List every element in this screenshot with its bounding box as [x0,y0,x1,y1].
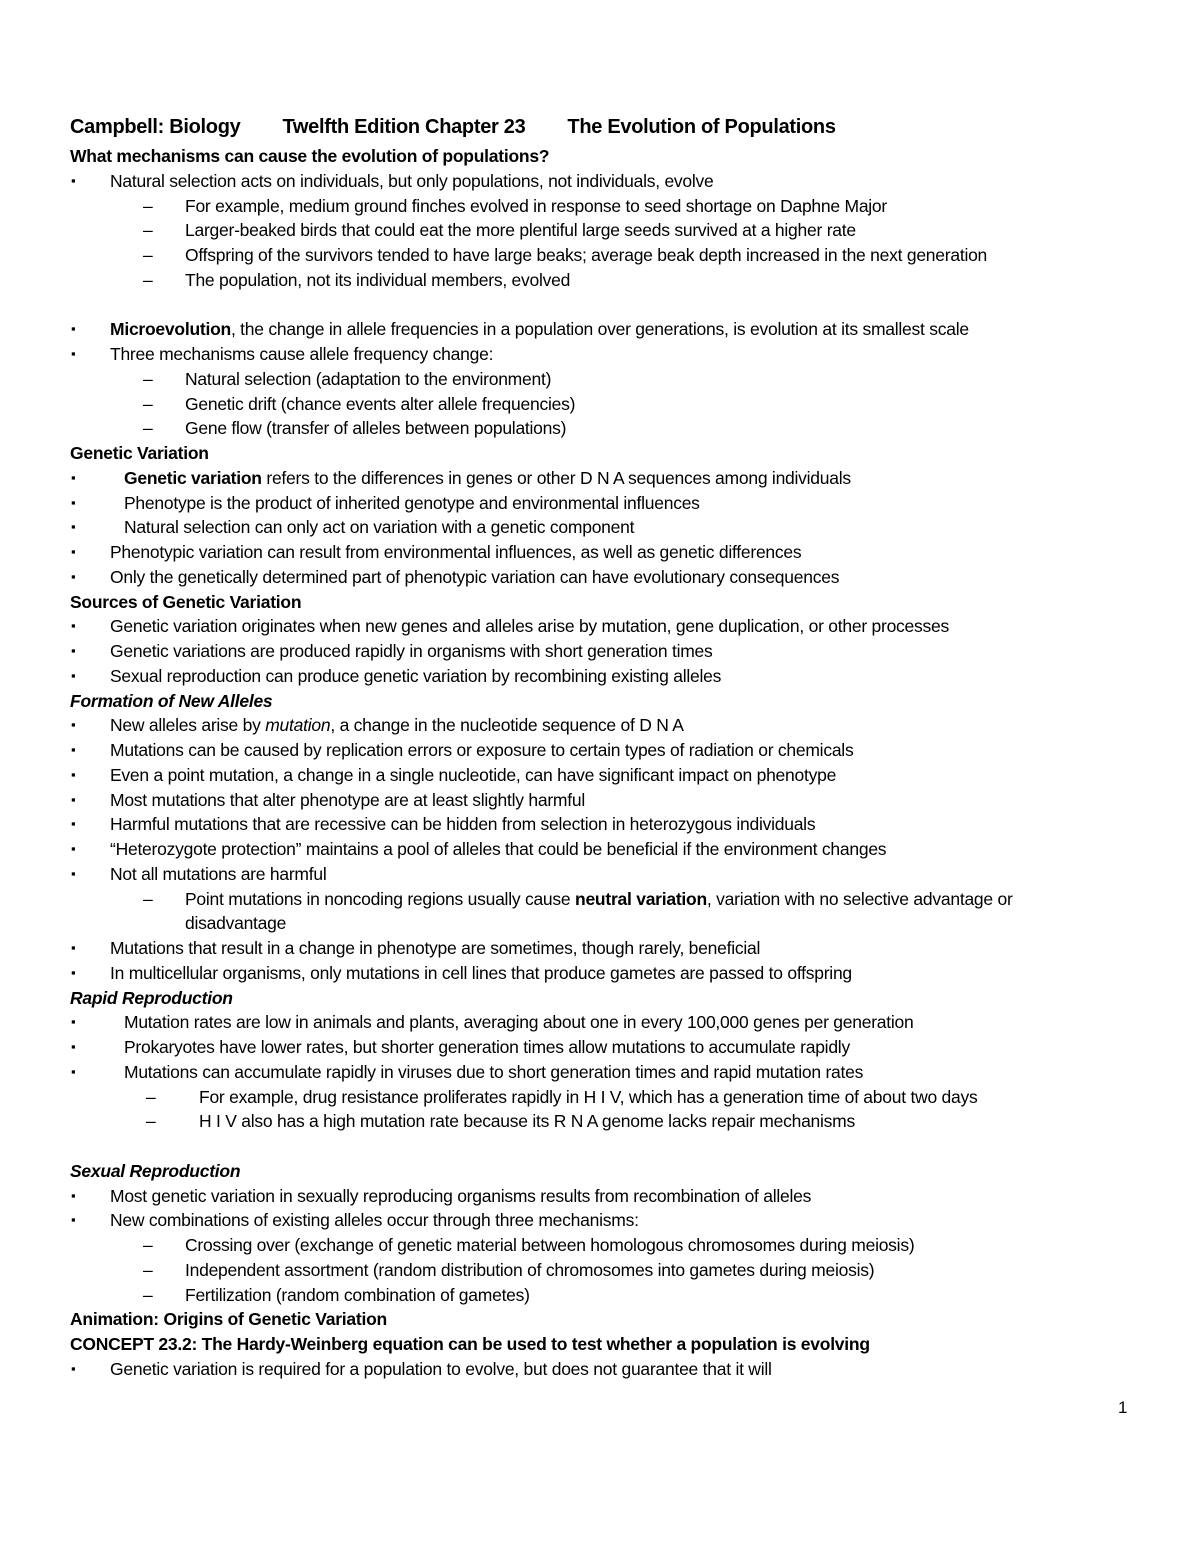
document-line [0,342,1200,367]
document-line [0,367,1200,392]
document-line [0,416,1200,441]
document-line [0,614,1200,639]
bold-term: Genetic variation [124,467,262,488]
dash-bullet-icon: – [143,245,153,265]
bullet-text: Point mutations in noncoding regions usually cause neutral variation, variation with no selective advantage or [185,888,1013,909]
bold-term: neutral variation [575,888,707,909]
bullet-text: For example, drug resistance proliferates rapidly in H I V, which has a generation time of about two days [199,1086,978,1107]
document-line [0,515,1200,540]
dash-bullet-icon: – [143,1284,153,1305]
document-line [0,639,1200,664]
bullet-icon: ▪ [71,717,76,733]
section-heading: Genetic Variation [70,443,209,463]
document-line [0,837,1200,862]
bullet-icon: ▪ [71,568,76,584]
bullet-text: Mutations can accumulate rapidly in viruses due to short generation times and rapid mutation rates [124,1061,864,1082]
bullet-text: For example, medium ground finches evolved in response to seed shortage on Daphne Major [185,195,887,216]
title-chapter: The Evolution of Populations [567,116,836,138]
bullet-text: Independent assortment (random distribution of chromosomes into gametes during meiosis) [185,1259,875,1280]
bullet-text: Phenotypic variation can result from environmental influences, as well as genetic differences [110,542,802,562]
dash-bullet-icon: – [143,195,153,216]
document-line [0,1283,1200,1308]
document-line [0,268,1200,293]
document-body [0,144,1200,1382]
bullet-text: Natural selection (adaptation to the environment) [185,368,552,389]
document-line [0,317,1200,342]
bullet-text: Gene flow (transfer of alleles between populations) [185,418,567,439]
dash-bullet-icon: – [146,1086,156,1107]
bullet-text: Mutation rates are low in animals and plants, averaging about one in every 100,000 genes per generation [124,1012,914,1033]
bold-term: Microevolution [110,319,231,340]
bullet-text: Offspring of the survivors tended to have large beaks; average beak depth increased in the next generation [185,245,988,265]
bullet-text: Most mutations that alter phenotype are at least slightly harmful [110,789,585,810]
bullet-text: Crossing over (exchange of genetic material between homologous chromosomes during meiosis) [185,1235,915,1255]
bullet-icon: ▪ [71,618,76,634]
bullet-text: H I V also has a high mutation rate because its R N A genome lacks repair mechanisms [199,1111,855,1132]
document-line [0,1357,1200,1382]
dash-bullet-icon: – [143,393,153,414]
bullet-text: disadvantage [185,913,287,934]
document-line [0,1109,1200,1134]
bullet-text: Genetic variation refers to the differences in genes or other D N A sequences among individuals [124,467,851,488]
document-line [0,911,1200,936]
document-line [0,466,1200,491]
bullet-text: Natural selection acts on individuals, but only populations, not individuals, evolve [110,170,714,191]
bullet-text: Microevolution, the change in allele frequencies in a population over generations, is evolution at its smallest scale [110,319,969,340]
document-line [0,763,1200,788]
bullet-text: “Heterozygote protection” maintains a pool of alleles that could be beneficial if the environment changes [110,839,887,859]
bullet-text: Natural selection can only act on variation with a genetic component [124,517,635,538]
bullet-icon: ▪ [71,1212,76,1228]
page-number: 1 [1118,1398,1128,1417]
bullet-text: New alleles arise by mutation, a change in the nucleotide sequence of D N A [110,715,684,736]
document-line [0,293,1200,318]
bullet-icon: ▪ [71,494,76,510]
section-heading: Animation: Origins of Genetic Variation [70,1309,387,1330]
dash-bullet-icon: – [146,1111,156,1132]
bullet-icon: ▪ [71,469,76,485]
document-line [0,218,1200,243]
title-book: Campbell: Biology [70,116,241,138]
bullet-text: Only the genetically determined part of phenotypic variation can have evolutionary consequences [110,566,840,587]
document-line [0,1208,1200,1233]
bullet-icon: ▪ [71,172,76,188]
document-line [0,664,1200,689]
bullet-icon: ▪ [71,1039,76,1054]
bullet-text: Genetic variations are produced rapidly in organisms with short generation times [110,641,713,661]
document-line [0,862,1200,887]
bullet-icon: ▪ [71,841,76,856]
bullet-icon: ▪ [71,1063,76,1079]
section-heading: Sources of Genetic Variation [70,591,302,612]
bullet-text: Genetic drift (chance events alter allele frequencies) [185,393,576,414]
bullet-text: The population, not its individual members, evolved [185,269,571,290]
dash-bullet-icon: – [143,1259,153,1280]
bullet-text: Mutations can be caused by replication errors or exposure to certain types of radiation or chemicals [110,740,854,760]
document-line [0,491,1200,516]
bullet-text: Sexual reproduction can produce genetic variation by recombining existing alleles [110,665,722,686]
document-line [0,713,1200,738]
document-line [0,565,1200,590]
document-line [0,936,1200,961]
dash-bullet-icon: – [143,368,153,389]
italic-term: mutation [265,715,331,736]
document-title [70,116,836,139]
bullet-icon: ▪ [71,321,76,337]
dash-bullet-icon: – [143,220,153,241]
document-line [0,1233,1200,1258]
bullet-icon: ▪ [71,346,76,361]
bullet-icon: ▪ [71,667,76,683]
bullet-text: Larger-beaked birds that could eat the more plentiful large seeds survived at a higher rate [185,220,856,241]
bullet-text: Three mechanisms cause allele frequency change: [110,344,494,364]
document-line [0,1010,1200,1035]
bullet-text: Phenotype is the product of inherited genotype and environmental influences [124,492,700,513]
document-line [0,887,1200,912]
document-line [0,392,1200,417]
bullet-text: Harmful mutations that are recessive can be hidden from selection in heterozygous individuals [110,814,816,835]
document-line [0,1060,1200,1085]
bullet-icon: ▪ [71,865,76,881]
bullet-icon: ▪ [71,791,76,807]
document-line [0,1085,1200,1110]
bullet-text: Prokaryotes have lower rates, but shorter generation times allow mutations to accumulate rapidly [124,1037,850,1057]
dash-bullet-icon: – [143,1235,153,1255]
bullet-text: Mutations that result in a change in phenotype are sometimes, though rarely, beneficial [110,938,761,958]
document-line [0,194,1200,219]
document-line [0,169,1200,194]
bullet-icon: ▪ [71,544,76,559]
bullet-icon: ▪ [71,816,76,832]
bullet-icon: ▪ [71,1187,76,1203]
dash-bullet-icon: – [143,888,153,909]
dash-bullet-icon: – [143,269,153,290]
section-heading: What mechanisms can cause the evolution of populations? [70,146,550,166]
document-line [0,812,1200,837]
bullet-text: Not all mutations are harmful [110,863,327,884]
bullet-text: Even a point mutation, a change in a single nucleotide, can have significant impact on phenotype [110,764,837,785]
bullet-text: Genetic variation is required for a population to evolve, but does not guarantee that it will [110,1358,772,1379]
document-line [0,788,1200,813]
bullet-icon: ▪ [71,643,76,658]
section-heading: CONCEPT 23.2: The Hardy-Weinberg equation can be used to test whether a population is evolving [70,1334,870,1354]
bullet-icon: ▪ [71,519,76,535]
bullet-icon: ▪ [71,742,76,757]
document-line [0,1134,1200,1159]
bullet-icon: ▪ [71,1014,76,1030]
bullet-icon: ▪ [71,940,76,955]
document-line [0,540,1200,565]
bullet-text: New combinations of existing alleles occur through three mechanisms: [110,1210,639,1231]
dash-bullet-icon: – [143,418,153,439]
document-line [0,243,1200,268]
bullet-text: Fertilization (random combination of gametes) [185,1284,530,1305]
document-line [0,1258,1200,1283]
bullet-icon: ▪ [71,1360,76,1376]
section-heading: Formation of New Alleles [70,690,273,711]
document-line [0,1035,1200,1060]
bullet-text: In multicellular organisms, only mutations in cell lines that produce gametes are passed to offspring [110,962,852,983]
title-edition: Twelfth Edition Chapter 23 [282,116,526,138]
section-heading: Sexual Reproduction [70,1160,241,1181]
document-line [0,1184,1200,1209]
document-line [0,738,1200,763]
bullet-text: Genetic variation originates when new genes and alleles arise by mutation, gene duplication, or other processes [110,616,950,637]
section-heading: Rapid Reproduction [70,987,233,1008]
bullet-icon: ▪ [71,766,76,782]
document-line [0,961,1200,986]
bullet-icon: ▪ [71,964,76,980]
bullet-text: Most genetic variation in sexually reproducing organisms results from recombination of alleles [110,1185,812,1206]
